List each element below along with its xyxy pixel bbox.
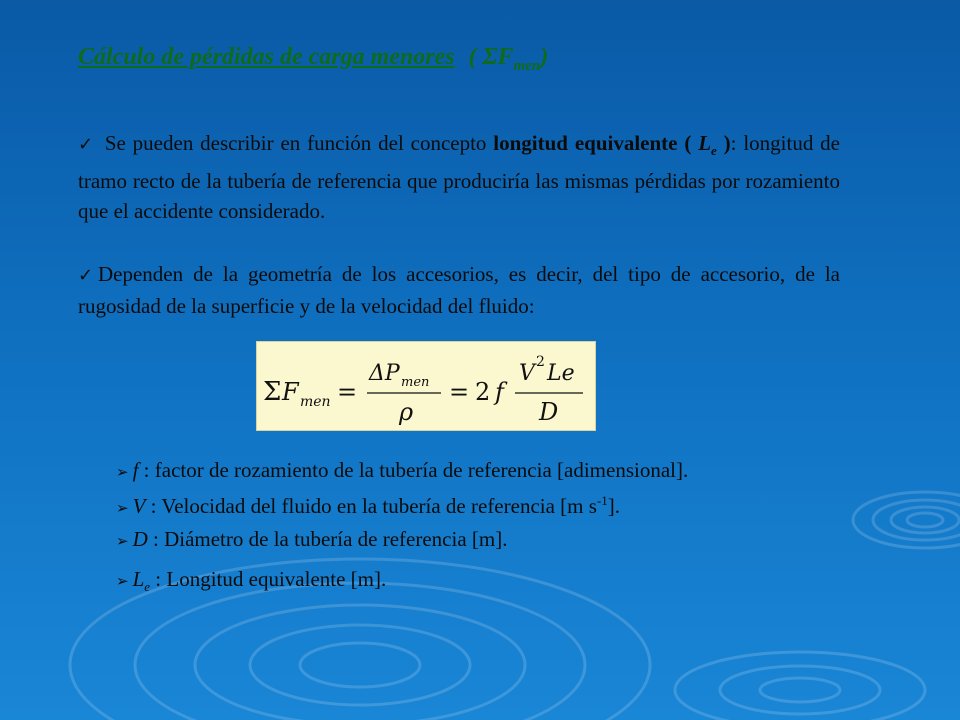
formula-f: f [495, 378, 504, 406]
formula-sigma: Σ [263, 377, 282, 407]
definition-text: : Velocidad del fluido en la tubería de referencia [m s [145, 494, 597, 518]
title-paren-close: ) [540, 44, 549, 70]
arrow-bullet-icon: ➢ [116, 572, 129, 590]
definition-Le [116, 567, 386, 595]
formula-F: F [282, 378, 299, 406]
title-paren-open: ( [468, 44, 477, 70]
paragraph1-text-b: : longitud de tramo recto de la tubería de referencia que produciría las mismas pérdidas por rozamiento que el accidente considerado. [78, 131, 840, 224]
formula-equals-2: = [449, 378, 470, 406]
definition-var: V [132, 494, 146, 518]
formula-rho: ρ [399, 398, 414, 426]
title-symbol: ΣF [482, 44, 514, 70]
arrow-bullet-icon: ➢ [116, 499, 129, 517]
definition-V [116, 493, 620, 519]
slide-title [78, 44, 548, 75]
definition-text: : factor de rozamiento de la tubería de referencia [adimensional]. [138, 458, 689, 482]
formula-V: V [519, 361, 535, 386]
arrow-bullet-icon: ➢ [116, 532, 129, 550]
formula-Le: Le [547, 361, 575, 386]
formula-two: 2 [475, 378, 491, 406]
paragraph1-text-a: Se pueden describir en función del concepto [104, 131, 487, 155]
paragraph-dependencies [78, 259, 840, 321]
formula-D: D [539, 398, 559, 426]
title-main: Cálculo de pérdidas de carga menores [78, 44, 455, 70]
formula-delta-p: ΔP [369, 361, 400, 386]
paragraph1-bold-term: longitud equivalente [493, 131, 678, 155]
definition-text: : Diámetro de la tubería de referencia [m]. [147, 527, 508, 551]
formula-V-sup: 2 [536, 354, 545, 370]
definition-sup: -1 [596, 493, 608, 508]
formula-box [256, 341, 596, 431]
definition-text: : Longitud equivalente [m]. [150, 567, 387, 591]
arrow-bullet-icon: ➢ [116, 463, 129, 481]
definition-D [116, 527, 507, 552]
title-symbol-sub: men [513, 57, 541, 74]
definition-tail: ]. [607, 494, 621, 518]
formula-delta-p-sub: men [401, 375, 430, 390]
definition-f [116, 458, 688, 483]
checkmark-icon: ✓ [78, 134, 94, 155]
paragraph-equivalent-length [78, 128, 840, 226]
definition-var: D [132, 527, 148, 551]
checkmark-icon: ✓ [78, 265, 94, 286]
definition-var: f [132, 458, 139, 482]
formula-equals-1: = [337, 378, 358, 406]
paragraph1-symbol: ( $L_e$ ) [684, 131, 731, 159]
definition-var: L [132, 567, 145, 591]
paragraph2-text: Dependen de la geometría de los accesorios, es decir, del tipo de accesorio, de la rugosidad de la superficie y de la velocidad del fluido: [78, 262, 840, 318]
formula-F-sub: men [300, 394, 331, 410]
definition-sub: e [144, 579, 151, 595]
